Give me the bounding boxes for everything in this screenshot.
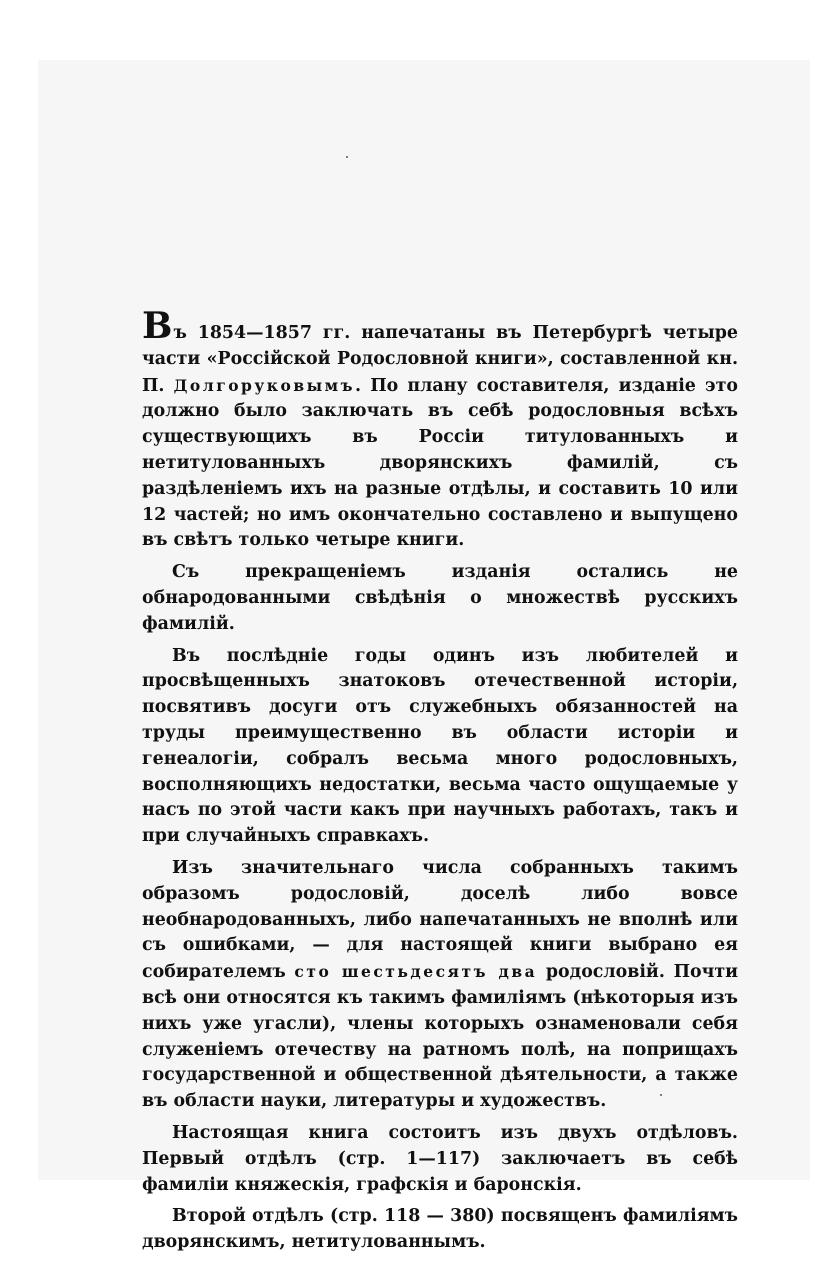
paragraph-4-text-cont: родословій. Почти всѣ они относятся къ такимъ фамиліямъ (нѣкоторыя изъ нихъ уже угасли), члены которыхъ ознаменовали себя служеніемъ отечеству на ратномъ полѣ, на поприщахъ государственной и общественной дѣятельности, а также въ области науки, литературы и художествъ. — [142, 962, 738, 1112]
paragraph-4-text: Изъ значительнаго числа собранныхъ такимъ образомъ родословій, доселѣ либо вовсе необнародованныхъ, либо напечатанныхъ не вполнѣ или съ ошибками, — для настоящей книги выбрано ея собирателемъ — [142, 857, 738, 983]
paragraph-3: Въ послѣдніе годы одинъ изъ любителей и просвѣщенныхъ знатоковъ отечественной исторіи, посвятивъ досуги отъ служебныхъ обязанностей на труды преимущественно въ области исторіи и генеалогіи, собралъ весьма много родословныхъ, восполняющихъ недостатки, весьма часто ощущаемые у насъ по этой части какъ при научныхъ работахъ, такъ и при случайныхъ справкахъ. — [142, 645, 738, 847]
paragraph-4 — [142, 856, 738, 1115]
paragraph-1-text-cont: . По плану составителя, изданіе это должно было заключать въ себѣ родословныя всѣхъ существующихъ въ Россіи титулованныхъ и нетитулованныхъ дворянскихъ фамилій, съ раздѣленіемъ ихъ на разные отдѣлы, и составить 10 или 12 частей; но имъ окончательно составлено и выпущено въ свѣтъ только четыре книги. — [142, 375, 738, 551]
body-text — [142, 305, 738, 1262]
paragraph-2: Съ прекращеніемъ изданія остались не обнародованными свѣдѣнія о множествѣ русскихъ фамилій. — [142, 562, 738, 634]
drop-cap: В — [142, 305, 173, 347]
spaced-author-name: Долгоруковымъ — [173, 375, 355, 395]
spaced-count: сто шестьдесятъ два — [294, 962, 538, 982]
scan-speck — [346, 156, 348, 158]
paragraph-1 — [142, 305, 738, 554]
paragraph-6: Второй отдѣлъ (стр. 118 — 380) посвященъ фамиліямъ дворянскимъ, нетитулованнымъ. — [142, 1206, 738, 1253]
paragraph-1-text: ъ 1854—1857 гг. напечатаны въ Петербургѣ четыре части «Россійской Родословной книги», составленной кн. П. — [142, 323, 738, 396]
paragraph-5: Настоящая книга состоитъ изъ двухъ отдѣловъ. Первый отдѣлъ (стр. 1—117) заключаетъ въ себѣ фамиліи княжескія, графскія и баронскія. — [142, 1122, 738, 1195]
